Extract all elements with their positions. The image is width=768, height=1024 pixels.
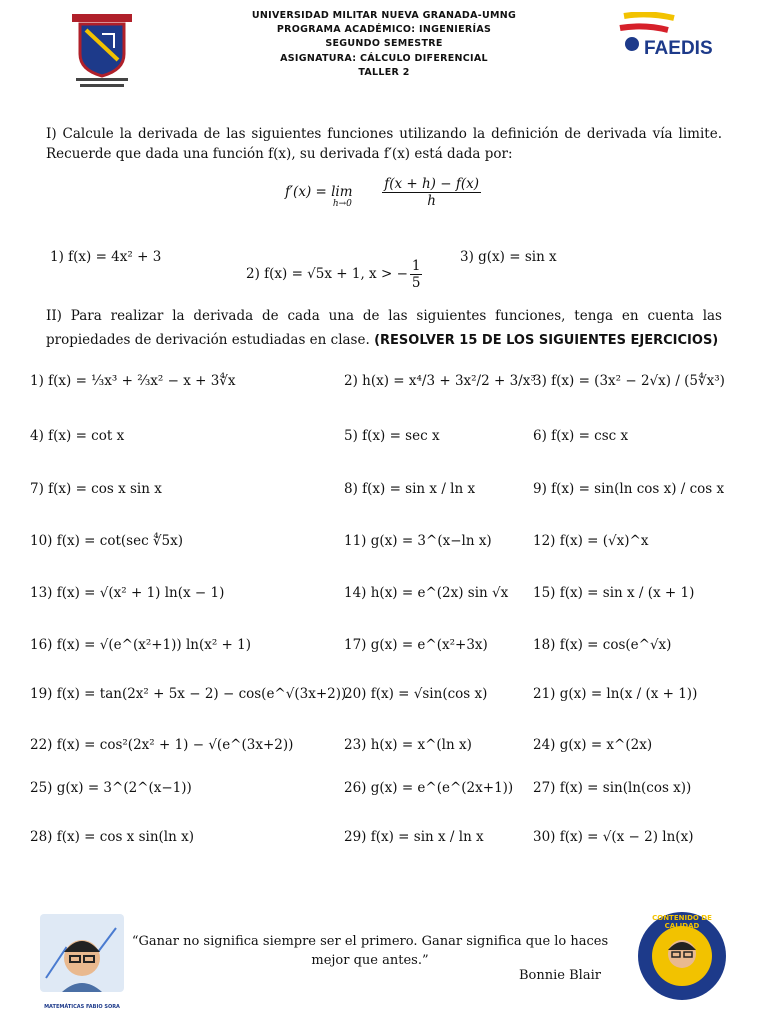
exercise-13: 13) f(x) = √(x² + 1) ln(x − 1) bbox=[30, 585, 225, 601]
exercise-19: 19) f(x) = tan(2x² + 5x − 2) − cos(e^√(3x+2)) bbox=[30, 686, 347, 702]
quality-content-badge bbox=[636, 910, 728, 1002]
exercise-16: 16) f(x) = √(e^(x²+1)) ln(x² + 1) bbox=[30, 637, 252, 653]
exercise-12: 12) f(x) = (√x)^x bbox=[533, 533, 649, 549]
exercise-6: 6) f(x) = csc x bbox=[533, 428, 629, 444]
exercise-23: 23) h(x) = x^(ln x) bbox=[344, 737, 472, 753]
exercise-17: 17) g(x) = e^(x²+3x) bbox=[344, 637, 488, 653]
quote-author: Bonnie Blair bbox=[519, 968, 601, 983]
section-2-intro-text: II) Para realizar la derivada de cada una de las siguientes funciones, tenga en cuenta las propiedades de derivación estudiadas en clase. bbox=[46, 308, 722, 348]
exercise-1: 1) f(x) = ⅓x³ + ⅔x² − x + 3∜x bbox=[30, 373, 236, 389]
math-teacher-logo bbox=[36, 908, 128, 1016]
header-title-block bbox=[200, 9, 568, 80]
exercise-18: 18) f(x) = cos(e^√x) bbox=[533, 637, 672, 653]
exercise-21: 21) g(x) = ln(x / (x + 1)) bbox=[533, 686, 698, 702]
section-1-intro: I) Calcule la derivada de las siguientes funciones utilizando la definición de derivada vía limite. Recuerde que dada una función f(x), su derivada f′(x) está dada por: bbox=[46, 126, 722, 162]
university-name: UNIVERSIDAD MILITAR NUEVA GRANADA-UMNG bbox=[251, 10, 517, 21]
document-header bbox=[0, 0, 768, 100]
university-shield-logo bbox=[66, 12, 138, 92]
exercise-29: 29) f(x) = sin x / ln x bbox=[344, 829, 484, 845]
exercise-22: 22) f(x) = cos²(2x² + 1) − √(e^(3x+2)) bbox=[30, 737, 294, 753]
program-name: PROGRAMA ACADÉMICO: INGENIERÍAS bbox=[276, 24, 492, 36]
exercise-26: 26) g(x) = e^(e^(2x+1)) bbox=[344, 780, 514, 796]
section1-exercise-1: 1) f(x) = 4x² + 3 bbox=[50, 249, 162, 265]
formula-fraction bbox=[382, 176, 481, 209]
section1-exercise-2-fraction bbox=[410, 258, 423, 291]
exercise-9: 9) f(x) = sin(ln cos x) / cos x bbox=[533, 481, 725, 497]
formula-denominator: h bbox=[427, 193, 436, 209]
faedis-logo bbox=[618, 12, 738, 62]
exercise-24: 24) g(x) = x^(2x) bbox=[533, 737, 653, 753]
exercise-30: 30) f(x) = √(x − 2) ln(x) bbox=[533, 829, 694, 845]
formula-numerator: f(x + h) − f(x) bbox=[384, 176, 479, 192]
exercise-10: 10) f(x) = cot(sec ∜5x) bbox=[30, 533, 183, 549]
exercise-14: 14) h(x) = e^(2x) sin √x bbox=[344, 585, 509, 601]
fraction-numerator: 1 bbox=[411, 258, 421, 274]
exercise-27: 27) f(x) = sin(ln(cos x)) bbox=[533, 780, 692, 796]
section1-exercise-2 bbox=[246, 258, 424, 291]
exercise-28: 28) f(x) = cos x sin(ln x) bbox=[30, 829, 194, 845]
section1-exercise-3: 3) g(x) = sin x bbox=[460, 249, 557, 265]
fraction-denominator: 5 bbox=[411, 275, 421, 291]
exercise-20: 20) f(x) = √sin(cos x) bbox=[344, 686, 488, 702]
exercise-4: 4) f(x) = cot x bbox=[30, 428, 125, 444]
teacher-avatar-icon bbox=[36, 908, 128, 1016]
formula-limit-sub: h→0 bbox=[332, 199, 352, 209]
quality-badge-text: CONTENIDO DE CALIDAD bbox=[652, 914, 712, 930]
section-2-intro bbox=[46, 304, 722, 353]
derivative-definition-formula bbox=[0, 176, 768, 209]
exercise-25: 25) g(x) = 3^(2^(x−1)) bbox=[30, 780, 192, 796]
exercise-8: 8) f(x) = sin x / ln x bbox=[344, 481, 476, 497]
exercise-11: 11) g(x) = 3^(x−ln x) bbox=[344, 533, 492, 549]
section-2-instruction: (RESOLVER 15 DE LOS SIGUIENTES EJERCICIOS) bbox=[374, 333, 719, 348]
exercise-5: 5) f(x) = sec x bbox=[344, 428, 440, 444]
exercise-3: 3) f(x) = (3x² − 2√x) / (5∜x³) bbox=[533, 373, 725, 389]
subject: ASIGNATURA: CÁLCULO DIFERENCIAL bbox=[280, 52, 488, 64]
footer-quote: “Ganar no significa siempre ser el primero. Ganar significa que lo haces mejor que antes.” bbox=[131, 934, 609, 968]
exercise-7: 7) f(x) = cos x sin x bbox=[30, 481, 162, 497]
svg-text:FAEDIS: FAEDIS bbox=[644, 38, 713, 59]
workshop-title: TALLER 2 bbox=[358, 66, 410, 78]
exercise-15: 15) f(x) = sin x / (x + 1) bbox=[533, 585, 695, 601]
math-logo-caption: MATEMÁTICAS FABIO SORA bbox=[44, 1004, 120, 1010]
section1-exercise-2-text: 2) f(x) = √5x + 1, x > − bbox=[246, 266, 408, 282]
exercise-2: 2) h(x) = x⁴/3 + 3x²/2 + 3/x³ bbox=[344, 373, 536, 389]
semester: SEGUNDO SEMESTRE bbox=[325, 38, 443, 50]
formula-lhs: f′(x) = lim bbox=[285, 184, 353, 200]
